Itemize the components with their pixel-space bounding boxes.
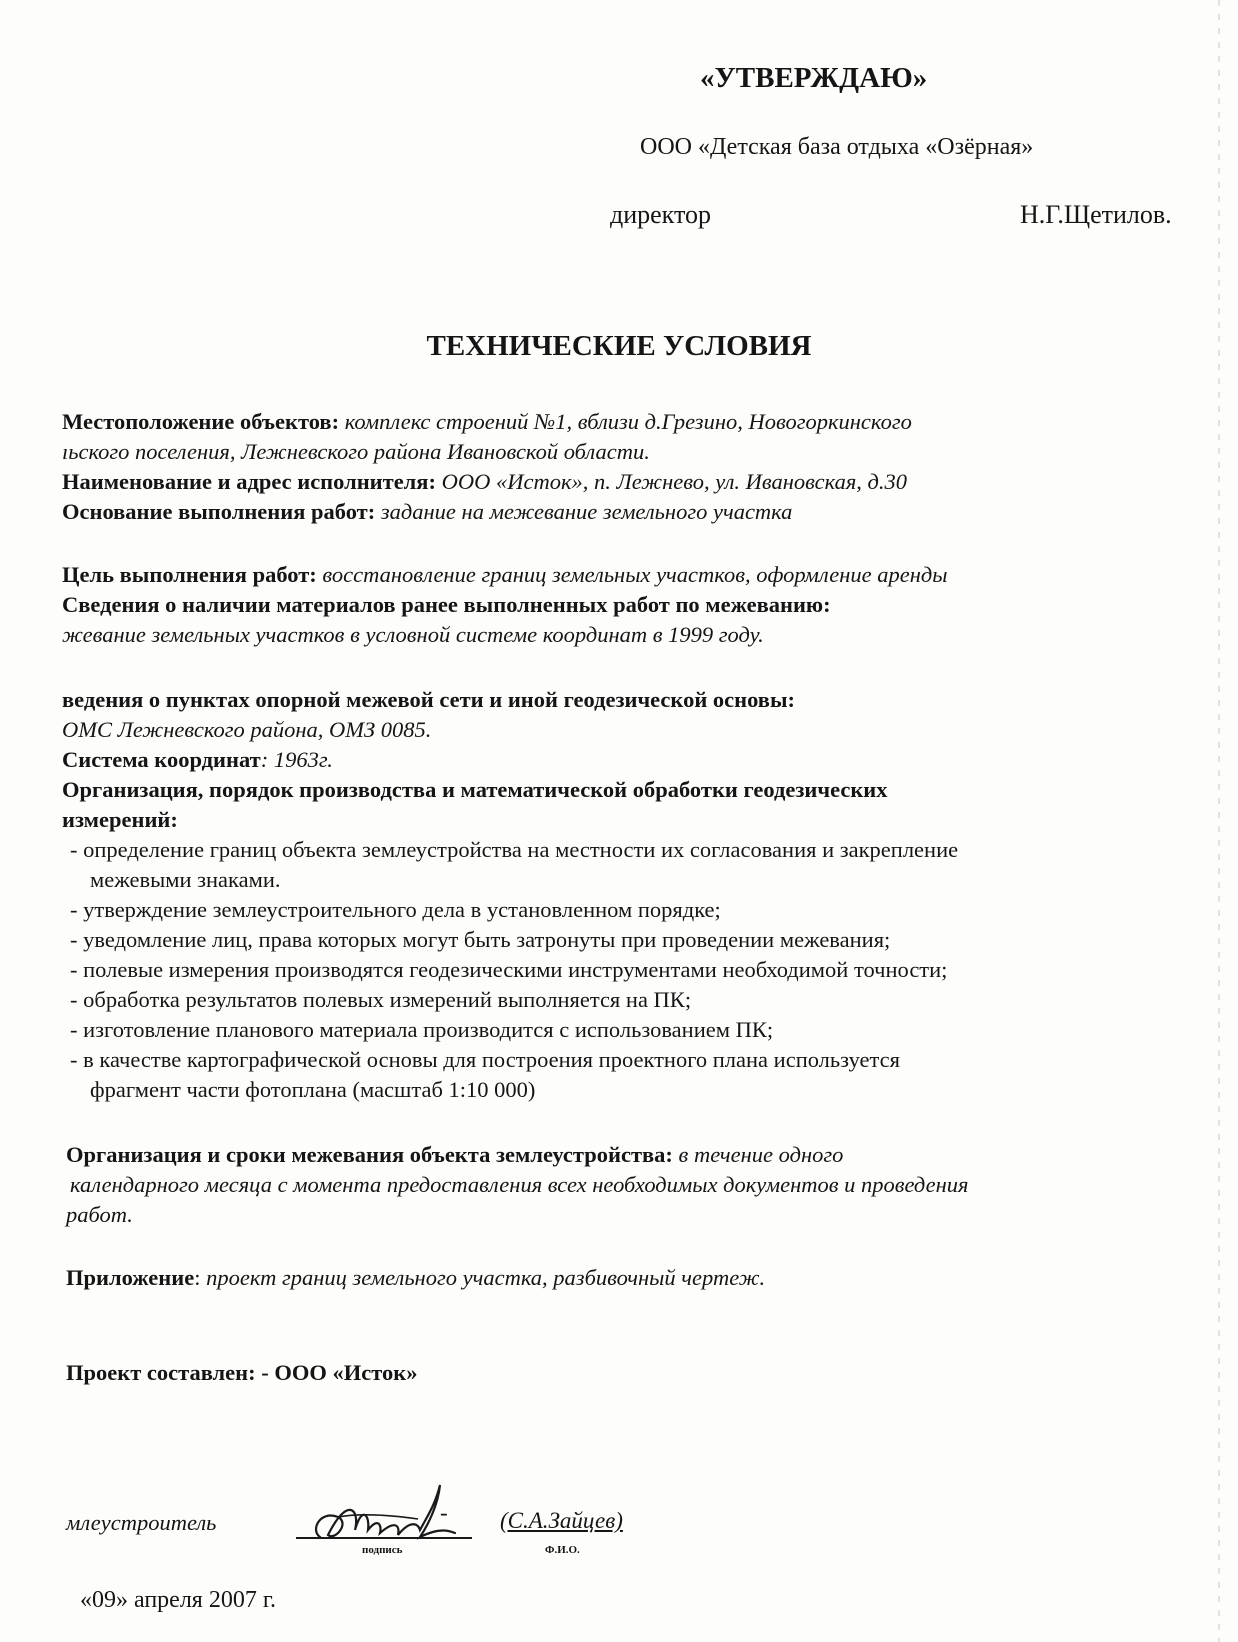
document-date: «09» апреля 2007 г. bbox=[80, 1587, 276, 1613]
list-item: - полевые измерения производятся геодезическими инструментами необходимой точности; bbox=[70, 957, 948, 982]
terms-line-1 bbox=[66, 1140, 843, 1170]
list-item: - утверждение землеустроительного дела в установленном порядке; bbox=[70, 897, 721, 922]
list-item: - уведомление лиц, права которых могут быть затронуты при проведении межевания; bbox=[70, 927, 891, 952]
executor-line bbox=[62, 467, 907, 497]
terms-line-3: работ. bbox=[66, 1202, 133, 1227]
location-line-1 bbox=[62, 407, 912, 437]
approver-position: директор bbox=[610, 200, 711, 229]
appendix-line: Приложение: проект границ земельного участка, разбивочный чертеж. bbox=[66, 1265, 766, 1290]
approver-name: Н.Г.Щетилов. bbox=[1020, 200, 1172, 229]
list-item: - в качестве картографической основы для построения проектного плана используется bbox=[70, 1047, 900, 1072]
org-label-1: Организация, порядок производства и математической обработки геодезических bbox=[62, 777, 888, 802]
coord-line: Система координат: 1963г. bbox=[62, 747, 333, 772]
list-item: фрагмент части фотоплана (масштаб 1:10 000) bbox=[90, 1077, 536, 1102]
location-label: Местоположение объектов: bbox=[62, 409, 340, 434]
coord-text: 1963г. bbox=[273, 747, 333, 772]
approver-organization: ООО «Детская база отдыха «Озёрная» bbox=[640, 134, 1034, 160]
materials-label: Сведения о наличии материалов ранее выполненных работ по межеванию: bbox=[62, 592, 831, 617]
location-text-cont: ıьского поселения, Лежневского района Ивановской области. bbox=[62, 439, 650, 464]
materials-text: жевание земельных участков в условной системе координат в 1999 году. bbox=[62, 622, 764, 647]
location-line-2 bbox=[62, 437, 650, 467]
basis-label: Основание выполнения работ: bbox=[62, 499, 376, 524]
terms-label: Организация и сроки межевания объекта землеустройства: bbox=[66, 1142, 673, 1167]
signer-role: млеустроитель bbox=[66, 1510, 217, 1535]
goal-line bbox=[62, 560, 948, 590]
signature-dash: - bbox=[440, 1500, 448, 1525]
signature-line bbox=[296, 1537, 472, 1539]
appendix-text: проект границ земельного участка, разбивочный чертеж. bbox=[206, 1265, 766, 1290]
terms-text: в течение одного bbox=[678, 1142, 844, 1167]
points-text: ОМС Лежневского района, ОМЗ 0085. bbox=[62, 717, 432, 742]
executor-text: ООО «Исток», п. Лежнево, ул. Ивановская, д.30 bbox=[441, 469, 908, 494]
list-item: - изготовление планового материала производится с использованием ПК; bbox=[70, 1017, 774, 1042]
location-text: комплекс строений №1, вблизи д.Грезино, Новогоркинского bbox=[344, 409, 912, 434]
basis-text: задание на межевание земельного участка bbox=[380, 499, 793, 524]
fio-caption: Ф.И.О. bbox=[545, 1544, 580, 1556]
list-item: - обработка результатов полевых измерений выполняется на ПК; bbox=[70, 987, 692, 1012]
org-label-2: измерений: bbox=[62, 807, 178, 832]
executor-label: Наименование и адрес исполнителя: bbox=[62, 469, 436, 494]
signer-name: (С.А.Зайцев) bbox=[500, 1508, 623, 1533]
points-label: ведения о пунктах опорной межевой сети и иной геодезической основы: bbox=[62, 687, 796, 712]
list-item: - определение границ объекта землеустройства на местности их согласования и закрепление bbox=[70, 837, 959, 862]
document-title: ТЕХНИЧЕСКИЕ УСЛОВИЯ bbox=[426, 330, 812, 362]
appendix-label: Приложение bbox=[66, 1265, 195, 1290]
basis-line bbox=[62, 497, 792, 527]
list-item: межевыми знаками. bbox=[90, 867, 281, 892]
coord-label: Система координат bbox=[62, 747, 261, 772]
author-line: Проект составлен: - ООО «Исток» bbox=[66, 1360, 418, 1385]
approval-stamp: «УТВЕРЖДАЮ» bbox=[700, 62, 928, 94]
signature-caption: подпись bbox=[362, 1544, 403, 1556]
goal-text: восстановление границ земельных участков, оформление аренды bbox=[322, 562, 948, 587]
scan-edge bbox=[1218, 0, 1220, 1642]
goal-label: Цель выполнения работ: bbox=[62, 562, 317, 587]
terms-line-2: календарного месяца с момента предоставления всех необходимых документов и проведения bbox=[70, 1172, 969, 1197]
